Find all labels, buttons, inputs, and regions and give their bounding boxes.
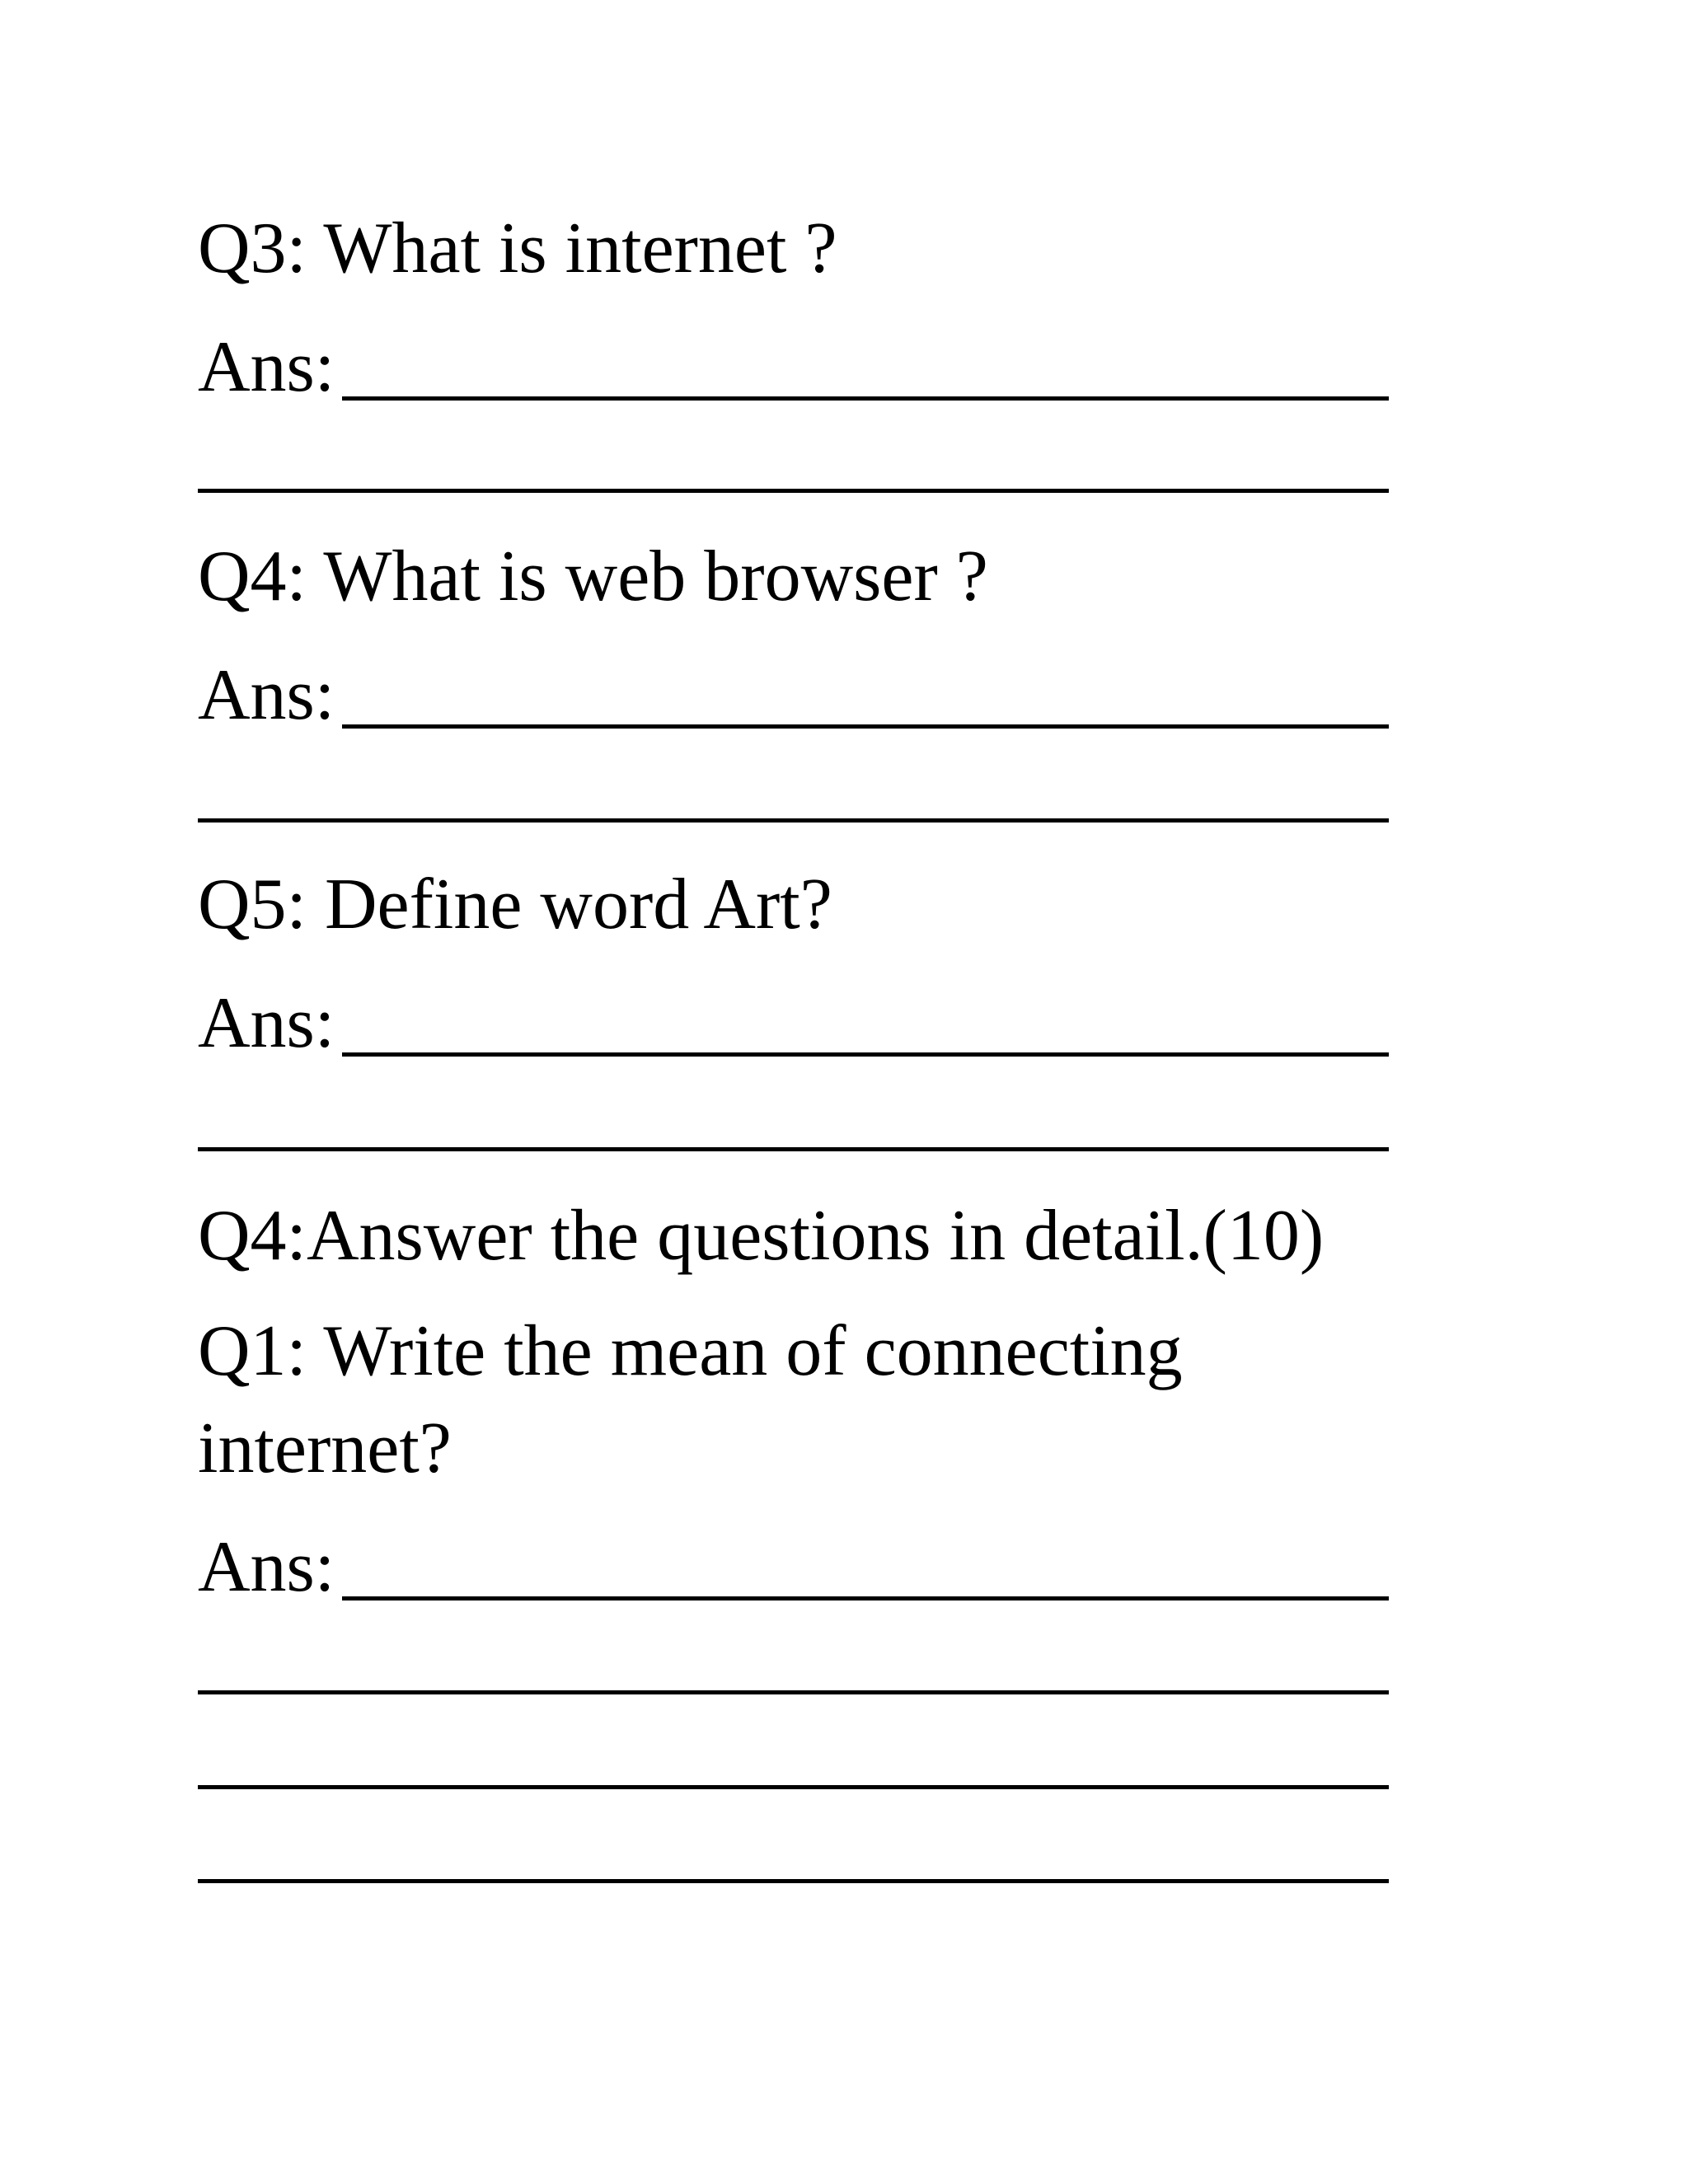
answer-rule xyxy=(342,724,1389,729)
question-q5: Q5: Define word Art? xyxy=(198,865,832,944)
blank-answer-line[interactable] xyxy=(198,489,1389,493)
answer-rule xyxy=(342,396,1389,401)
question-q1-line2: internet? xyxy=(198,1408,452,1488)
question-q3: Q3: What is internet ? xyxy=(198,209,837,288)
blank-answer-line[interactable] xyxy=(198,1785,1389,1789)
question-q1-line1: Q1: Write the mean of connecting xyxy=(198,1311,1183,1391)
section-heading: Q4:Answer the questions in detail.(10) xyxy=(198,1196,1325,1276)
blank-answer-line[interactable] xyxy=(198,1879,1389,1883)
blank-answer-line[interactable] xyxy=(198,1690,1389,1694)
answer-label: Ans: xyxy=(198,655,335,735)
answer-label: Ans: xyxy=(198,983,335,1063)
answer-line-q1[interactable] xyxy=(198,1527,1389,1607)
question-q4: Q4: What is web browser ? xyxy=(198,537,988,616)
answer-line-q4[interactable] xyxy=(198,655,1389,735)
answer-rule xyxy=(342,1052,1389,1057)
answer-rule xyxy=(342,1596,1389,1601)
answer-label: Ans: xyxy=(198,1527,335,1607)
blank-answer-line[interactable] xyxy=(198,818,1389,823)
answer-line-q3[interactable] xyxy=(198,327,1389,407)
answer-label: Ans: xyxy=(198,327,335,407)
blank-answer-line[interactable] xyxy=(198,1147,1389,1151)
answer-line-q5[interactable] xyxy=(198,983,1389,1063)
